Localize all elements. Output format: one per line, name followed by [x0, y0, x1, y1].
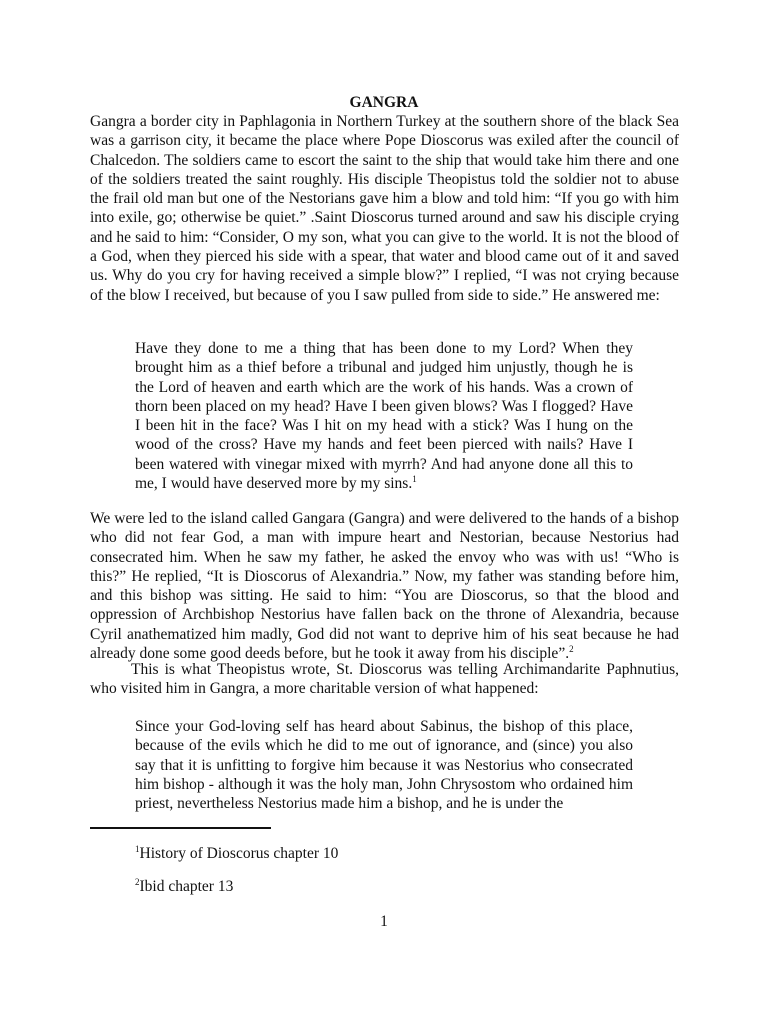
body-paragraph-2-text: We were led to the island called Gangara (Gangra) and were delivered to the hands of a bishop who did not fear God, a man with impure heart and Nestorian, because Nestorius had consecrated him. When he saw my father, he asked the envoy who was with us! “Who is this?” He replied, “It is Dioscorus of Alexandria.” Now, my father was standing before him, and this bishop was sitting. He said to him: “You are Dioscorus, so that the blood and oppression of Archbishop Nestorius have fallen back on the throne of Alexandria, because Cyril anathematized him madly, God did not want to deprive him of his seat because he had already done some good deeds before, but he took it away from his disciple”.	[90, 510, 679, 663]
footnote-2-mark: 2	[135, 876, 140, 887]
page-title: GANGRA	[349, 94, 419, 111]
footnote-divider	[90, 827, 271, 829]
footnote-1-mark: 1	[135, 843, 140, 854]
footnote-1-text: History of Dioscorus chapter 10	[139, 845, 339, 862]
page-number: 1	[380, 913, 388, 930]
block-quote-1	[135, 339, 633, 493]
body-paragraph-1: Gangra a border city in Paphlagonia in Northern Turkey at the southern shore of the black Sea was a garrison city, it became the place where Pope Dioscorus was exiled after the council of Chalcedon. The soldiers came to escort the saint to the ship that would take him there and one of the soldiers treated the saint roughly. His disciple Theopistus told the soldier not to abuse the frail old man but one of the Nestorians gave him a blow and told him: “If you go with him into exile, go; otherwise be quiet.” .Saint Dioscorus turned around and saw his disciple crying and he said to him: “Consider, O my son, what you can give to the world. It is not the blood of a God, when they pierced his side with a spear, that water and blood came out of it and saved us. Why do you cry for having received a simple blow?” I replied, “I was not crying because of the blow I received, but because of you I saw pulled from side to side.” He answered me:	[90, 113, 679, 304]
footnote-reference-1[interactable]: 1	[412, 473, 417, 484]
body-paragraph-3: This is what Theopistus wrote, St. Dioscorus was telling Archimandarite Paphnutius, who visited him in Gangra, a more charitable version of what happened:	[90, 661, 679, 698]
block-quote-1-text: Have they done to me a thing that has been done to my Lord? When they brought him as a thief before a tribunal and judged him unjustly, though he is the Lord of heaven and earth which are the work of his hands. Was a crown of thorn been placed on my head? Have I been given blows? Was I flogged? Have I been hit in the face? Was I hit on my head with a stick? Was I hung on the wood of the cross? Have my hands and feet been pierced with nails? Have I been watered with vinegar mixed with myrrh? And had anyone done all this to me, I would have deserved more by my sins.	[135, 340, 633, 493]
body-paragraph-2	[90, 509, 679, 663]
footnote-2-text: Ibid chapter 13	[139, 878, 234, 895]
footnote-1	[135, 845, 338, 863]
footnote-reference-2[interactable]: 2	[569, 643, 574, 654]
block-quote-2: Since your God-loving self has heard about Sabinus, the bishop of this place, because of the evils which he did to me out of ignorance, and (since) you also say that it is unfitting to forgive him because it was Nestorius who consecrated him bishop - although it was the holy man, John Chrysostom who ordained him priest, nevertheless Nestorius made him a bishop, and he is under the	[135, 718, 633, 813]
footnote-2	[135, 878, 233, 896]
